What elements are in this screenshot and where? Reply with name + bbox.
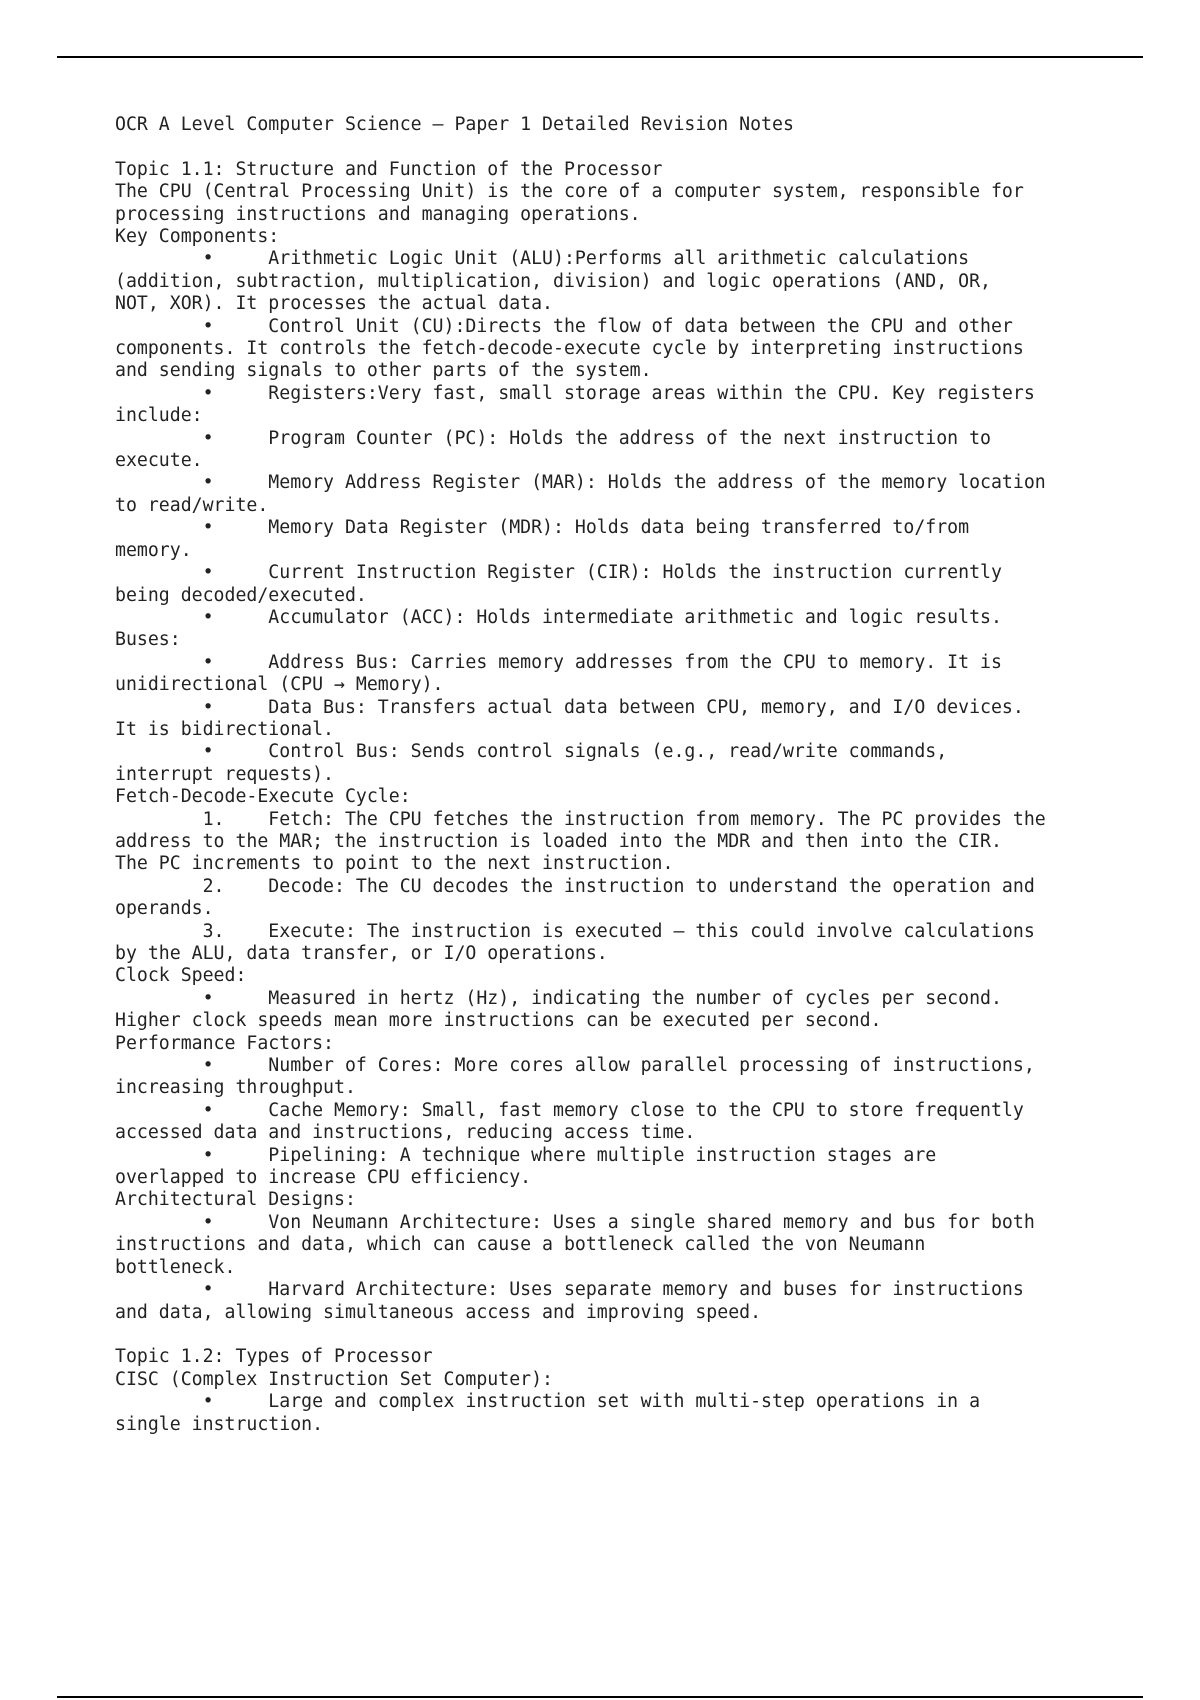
- topic-1-2-heading: Topic 1.2: Types of Processor: [115, 1346, 433, 1368]
- fde-line: operands.: [115, 898, 214, 920]
- architecture-line: bottleneck.: [115, 1256, 236, 1278]
- performance-line: increasing throughput.: [115, 1077, 356, 1099]
- spacer: [115, 136, 1155, 158]
- cisc-line: • Large and complex instruction set with multi-step operations in a: [115, 1391, 981, 1413]
- buses-line: interrupt requests).: [115, 763, 334, 785]
- key-components-line: NOT, XOR). It processes the actual data.: [115, 293, 553, 315]
- fde-line: 3. Execute: The instruction is executed — this could involve calculations: [115, 920, 1035, 942]
- key-components-line: (addition, subtraction, multiplication, division) and logic operations (AND, OR,: [115, 270, 991, 292]
- key-components-line: • Program Counter (PC): Holds the address of the next instruction to: [115, 427, 991, 449]
- intro-line: The CPU (Central Processing Unit) is the core of a computer system, responsible for: [115, 181, 1024, 203]
- buses-line: • Control Bus: Sends control signals (e.g., read/write commands,: [115, 741, 948, 763]
- architecture-line: • Von Neumann Architecture: Uses a single shared memory and bus for both: [115, 1211, 1035, 1233]
- key-components-heading: Key Components:: [115, 226, 280, 248]
- key-components-line: • Control Unit (CU):Directs the flow of data between the CPU and other: [115, 315, 1013, 337]
- fde-line: The PC increments to point to the next instruction.: [115, 853, 674, 875]
- fde-line: by the ALU, data transfer, or I/O operations.: [115, 943, 608, 965]
- buses-line: • Data Bus: Transfers actual data between CPU, memory, and I/O devices.: [115, 696, 1024, 718]
- key-components-line: memory.: [115, 539, 192, 561]
- architecture-line: • Harvard Architecture: Uses separate memory and buses for instructions: [115, 1279, 1024, 1301]
- key-components-line: • Memory Address Register (MAR): Holds the address of the memory location: [115, 472, 1046, 494]
- performance-line: • Cache Memory: Small, fast memory close to the CPU to store frequently: [115, 1099, 1024, 1121]
- performance-line: accessed data and instructions, reducing access time.: [115, 1122, 696, 1144]
- fde-heading: Fetch-Decode-Execute Cycle:: [115, 786, 411, 808]
- key-components-line: execute.: [115, 450, 203, 472]
- performance-line: overlapped to increase CPU efficiency.: [115, 1167, 532, 1189]
- clock-heading: Clock Speed:: [115, 965, 247, 987]
- document-title: OCR A Level Computer Science – Paper 1 Detailed Revision Notes: [115, 114, 794, 135]
- fde-line: address to the MAR; the instruction is loaded into the MDR and then into the CIR.: [115, 830, 1002, 852]
- clock-line: Higher clock speeds mean more instructions can be executed per second.: [115, 1010, 882, 1032]
- fde-line: 2. Decode: The CU decodes the instruction to understand the operation and: [115, 875, 1035, 897]
- performance-heading: Performance Factors:: [115, 1032, 334, 1054]
- intro-line: processing instructions and managing operations.: [115, 203, 641, 225]
- cisc-heading: CISC (Complex Instruction Set Computer):: [115, 1368, 553, 1390]
- buses-line: • Address Bus: Carries memory addresses from the CPU to memory. It is: [115, 651, 1002, 673]
- performance-line: • Number of Cores: More cores allow parallel processing of instructions,: [115, 1055, 1035, 1077]
- topic-1-1-heading: Topic 1.1: Structure and Function of the Processor: [115, 158, 663, 180]
- key-components-line: • Arithmetic Logic Unit (ALU):Performs all arithmetic calculations: [115, 248, 970, 270]
- cisc-line: single instruction.: [115, 1413, 324, 1435]
- architecture-line: and data, allowing simultaneous access and improving speed.: [115, 1301, 762, 1323]
- key-components-line: being decoded/executed.: [115, 584, 367, 606]
- document-body: [115, 114, 1155, 1436]
- clock-line: • Measured in hertz (Hz), indicating the number of cycles per second.: [115, 987, 1002, 1009]
- buses-line: It is bidirectional.: [115, 718, 334, 740]
- key-components-line: include:: [115, 405, 203, 427]
- performance-line: • Pipelining: A technique where multiple instruction stages are: [115, 1144, 937, 1166]
- fde-line: 1. Fetch: The CPU fetches the instruction from memory. The PC provides the: [115, 808, 1046, 830]
- key-components-line: and sending signals to other parts of the system.: [115, 360, 652, 382]
- spacer: [115, 1324, 1155, 1346]
- key-components-line: components. It controls the fetch-decode-execute cycle by interpreting instructions: [115, 338, 1024, 360]
- header-rule: [57, 56, 1143, 58]
- buses-heading: Buses:: [115, 629, 181, 651]
- key-components-line: • Registers:Very fast, small storage areas within the CPU. Key registers: [115, 382, 1035, 404]
- key-components-line: • Accumulator (ACC): Holds intermediate arithmetic and logic results.: [115, 606, 1002, 628]
- buses-line: unidirectional (CPU → Memory).: [115, 674, 444, 696]
- architecture-heading: Architectural Designs:: [115, 1189, 356, 1211]
- key-components-line: to read/write.: [115, 494, 269, 516]
- architecture-line: instructions and data, which can cause a bottleneck called the von Neumann: [115, 1234, 926, 1256]
- footer-rule: [57, 1696, 1143, 1698]
- key-components-line: • Memory Data Register (MDR): Holds data being transferred to/from: [115, 517, 970, 539]
- key-components-line: • Current Instruction Register (CIR): Holds the instruction currently: [115, 562, 1002, 584]
